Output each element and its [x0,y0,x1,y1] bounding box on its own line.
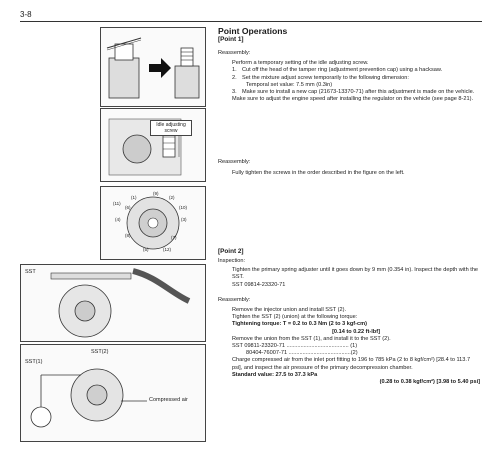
screw-4: (4) [115,217,121,222]
screw-6: (6) [125,205,131,210]
point1-intro: Perform a temporary setting of the idle adjusting screw. [232,60,369,67]
tighten-sst-text: Tighten the SST (2) (union) at the following torque: [232,314,358,321]
screw-1: (1) [131,195,137,200]
screw-7: (7) [171,235,177,240]
sst1-label: SST(1) [25,359,43,365]
tightening-torque: Tightening torque: T = 0.2 to 0.3 Nm (2 to 3 kgf-cm) [232,321,367,328]
section-title: Point Operations [218,26,288,36]
point1-step-2: 2. Set the mixture adjust screw temporarily to the following dimension: [232,74,409,81]
point2-section [218,248,480,386]
screw-10: (10) [179,205,188,210]
remove-injector-text: Remove the injector union and install SST (2). [232,307,347,314]
tighten-order-note: Fully tighten the screws in the order described in the figure on the left. [232,169,405,176]
point1-step-1: 1. Cut off the head of the tamper ring (adjustment prevention cap) using a hacksaw. [232,67,443,74]
inspection-text: Tighten the primary spring adjuster until it goes down by 9 mm (0.354 in). Inspect the depth with the SST. [232,267,479,281]
point2-reassembly-label: Reassembly: [218,296,251,303]
compressed-air-label: Compressed air [149,397,188,403]
idle-label: Idle adjusting screw [156,122,186,134]
screw-9: (9) [153,191,159,196]
tightening-order-figure [100,186,206,260]
screw-11: (11) [113,201,121,206]
tightening-torque-2: [0.14 to 0.22 ft-lbf] [332,328,380,335]
charge-air-text: Charge compressed air from the inlet port fitting to 196 to 785 kPa (2 to 8 kgf/cm²) [28.4 to 113.7 psi], and inspect the air pressure of the primary decompression chamber. [232,357,471,371]
remove-union-text: Remove the union from the SST (1), and install it to the SST (2). [232,335,391,342]
standard-value: Standard value: 27.5 to 37.3 kPa [232,371,318,378]
sst-inspection-figure [20,264,206,342]
sst2-label: SST(2) [91,349,109,355]
point1-heading: [Point 1] [218,36,244,43]
engine-speed-note: Make sure to adjust the engine speed after installing the regulator on the vehicle (see page 8-21). [232,96,473,103]
inspection-label: Inspection: [218,258,246,264]
point1-step-3: 3. Make sure to install a new cap (21673-13370-71) after this adjustment is made on the vehicle. [232,89,475,96]
sst1-line: SST 09811-23320-71 ........................................ (1) [232,343,358,350]
page-number: 3-8 [20,10,32,19]
inspection-sst: SST 09814-23320-71 [232,281,286,288]
point1-section [218,26,480,177]
sst2-line: 80404-76007-71 ........................................(2) [246,350,358,357]
temporal-set-value: Temporal set value: 7.5 mm (0.3in) [246,81,333,88]
screw-5: (5) [143,247,149,252]
compressed-air-figure [20,344,206,442]
standard-value-2: (0.28 to 0.38 kgf/cm²) [3.98 to 5.40 psi] [379,379,480,386]
tamper-ring-figure [100,27,206,107]
point1-reassembly-label: Reassembly: [218,50,251,56]
screw-2: (2) [169,195,175,200]
header-rule [20,21,482,22]
idle-label-box [150,120,192,136]
sst-label: SST [25,269,36,275]
point1-reassembly2-label: Reassembly: [218,159,251,166]
screw-3: (3) [181,217,187,222]
point2-heading: [Point 2] [218,248,244,255]
screw-12: (12) [163,247,172,252]
screw-8: (8) [125,233,131,238]
